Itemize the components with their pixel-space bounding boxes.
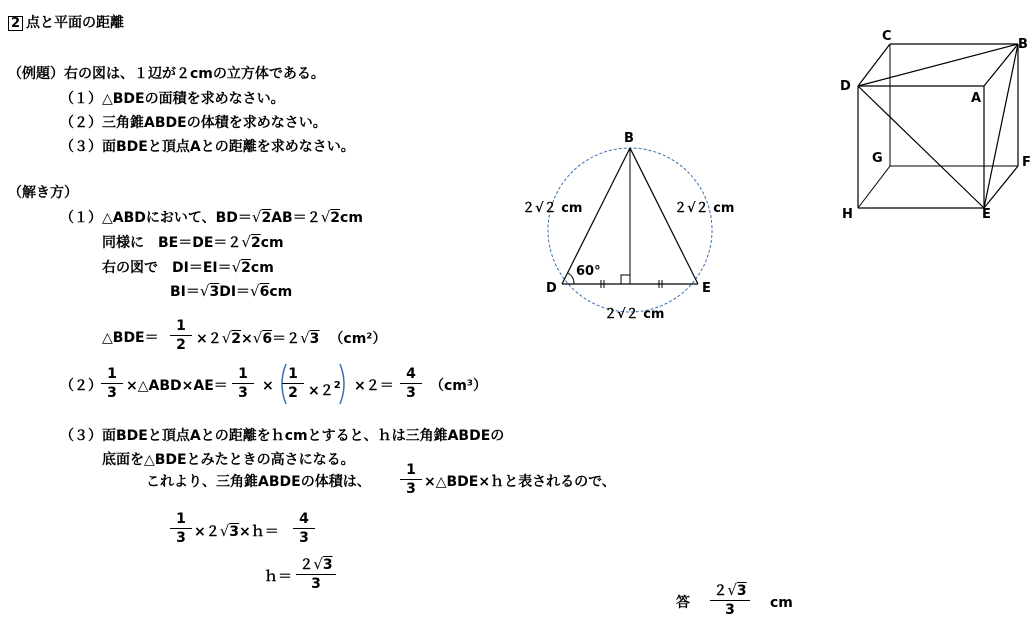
radicand: 2 — [261, 210, 272, 226]
edge-hg — [858, 166, 890, 208]
numerator: 1 — [288, 366, 298, 382]
label-e: E — [982, 207, 991, 222]
label-h: H — [842, 207, 853, 222]
triangle-figure — [500, 120, 740, 330]
label-f: F — [1022, 155, 1031, 170]
answer-fraction — [710, 582, 750, 618]
s2-unit: （cm³） — [430, 378, 488, 394]
root-symbol: √ — [231, 258, 242, 276]
denominator: 3 — [725, 602, 735, 618]
area-mid2: × — [241, 331, 253, 347]
radicand: 3 — [229, 524, 240, 540]
s2-times3: ×２＝ — [354, 378, 394, 394]
eq1-mid2: ×ｈ＝ — [239, 524, 279, 540]
example-lead: （例題）右の図は、１辺が２cmの立方体である。 — [8, 66, 325, 82]
label-b: B — [1018, 37, 1028, 52]
s3-line3-end: ×△BDE×ｈと表されるので、 — [424, 474, 616, 490]
s1-line2-text: 同様に BE＝DE＝２ — [102, 235, 242, 251]
s1-line4-end: cm — [269, 284, 293, 300]
fraction-bar — [710, 600, 750, 601]
fraction-bar — [170, 528, 192, 529]
radicand: 6 — [259, 284, 270, 300]
radicand: 3 — [209, 284, 220, 300]
root-symbol: √ — [241, 233, 251, 251]
radicand: 3 — [736, 583, 747, 599]
side-label-base: ２√２ cm — [604, 307, 665, 322]
side-label-right: ２√２ cm — [674, 201, 735, 216]
diagonal-be — [984, 44, 1018, 208]
edge-ef — [984, 166, 1018, 208]
fraction-bar — [293, 528, 315, 529]
fraction-four-thirds — [400, 366, 422, 401]
denominator: 3 — [176, 530, 186, 546]
label-d: D — [546, 281, 557, 296]
s1-line3-end: cm — [250, 260, 274, 276]
fraction-bar — [170, 335, 192, 336]
solution-heading: （解き方） — [8, 185, 78, 201]
fraction-one-third — [101, 366, 123, 401]
s2-mid: ×△ABD×AE＝ — [126, 378, 228, 394]
fraction-one-half — [282, 366, 304, 401]
fraction-bar — [400, 479, 422, 480]
s1-line1-mid: AB＝２ — [271, 210, 321, 226]
denominator: 3 — [238, 385, 248, 401]
label-g: G — [872, 151, 883, 166]
section-number: 2 — [8, 16, 23, 31]
root-symbol: √ — [313, 555, 323, 573]
denominator: 3 — [107, 385, 117, 401]
s2-label: （２） — [60, 378, 102, 394]
exponent: 2 — [333, 380, 341, 391]
s1-label: （１） — [60, 210, 102, 226]
root-symbol: √ — [727, 581, 737, 599]
denominator: 3 — [311, 576, 321, 592]
numerator: 4 — [299, 511, 309, 527]
s1-line1-end: cm — [340, 210, 363, 226]
eq2-lhs: ｈ＝ — [264, 569, 292, 585]
s3-line1: （３）面BDEと頂点Aとの距離をｈcmとすると、ｈは三角錐ABDEの — [60, 428, 505, 444]
edge-ab — [984, 44, 1018, 86]
root-symbol: √ — [219, 522, 230, 540]
s1-line3-text: 右の図で DI＝EI＝ — [102, 260, 232, 276]
solution-1-line1 — [60, 208, 363, 227]
area-rhs — [196, 329, 386, 348]
numerator: 1 — [107, 366, 117, 382]
label-d: D — [840, 79, 851, 94]
radicand: 3 — [322, 557, 333, 573]
section-title: 点と平面の距離 — [26, 15, 125, 31]
denominator: 2 — [176, 337, 186, 353]
denominator: 3 — [299, 530, 309, 546]
angle-label: 60° — [576, 264, 601, 279]
solution-1-line2 — [102, 233, 284, 252]
cube-figure — [830, 20, 1030, 230]
numerator: 1 — [176, 318, 186, 334]
area-eq: ＝２ — [272, 331, 301, 347]
area-mid: ×２ — [196, 331, 222, 347]
fraction-bar — [400, 383, 422, 384]
s1-line2-end: cm — [260, 235, 284, 251]
denominator: 2 — [288, 385, 298, 401]
s1-line4-mid: DI＝ — [219, 284, 251, 300]
s3-line3: これより、三角錐ABDEの体積は、 — [146, 474, 371, 490]
s1-line1-text: △ABDにおいて、BD＝ — [102, 210, 252, 226]
radicand: 6 — [262, 331, 273, 347]
fraction-one-third — [170, 511, 192, 546]
s3-line2: 底面を△BDEとみたときの高さになる。 — [102, 452, 355, 468]
fraction-one-half — [170, 318, 192, 353]
fraction-two-root3-over-3 — [296, 556, 336, 592]
solution-1-line4 — [170, 282, 292, 301]
coef: ２ — [713, 583, 728, 599]
label-b: B — [624, 131, 634, 146]
fraction-four-thirds — [293, 511, 315, 546]
root-symbol: √ — [221, 329, 232, 347]
s2-times2-text: ×２ — [308, 383, 334, 399]
s1-line4-text: BI＝ — [170, 284, 200, 300]
numerator — [710, 582, 750, 599]
denominator: 3 — [406, 385, 416, 401]
answer-unit: cm — [770, 595, 793, 611]
fraction-bar — [101, 383, 123, 384]
root-symbol: √ — [320, 208, 331, 226]
diagonal-db — [858, 44, 1018, 86]
fraction-bar — [296, 574, 336, 575]
radicand: 3 — [309, 331, 320, 347]
example-q3: （３）面BDEと頂点Aとの距離を求めなさい。 — [60, 139, 355, 155]
solution-1-line3 — [102, 258, 274, 277]
numerator: 1 — [406, 462, 416, 478]
fraction-one-third — [400, 462, 422, 497]
section-header — [8, 14, 124, 32]
radicand: 2 — [231, 331, 242, 347]
root-symbol: √ — [251, 208, 262, 226]
diagonal-de — [858, 86, 984, 208]
example-q2: （２）三角錐ABDEの体積を求めなさい。 — [60, 115, 327, 131]
s2-times: × — [262, 378, 274, 394]
coef: ２ — [299, 557, 314, 573]
radicand: 2 — [330, 210, 341, 226]
side-label-left: ２√２ cm — [522, 201, 583, 216]
root-symbol: √ — [300, 329, 310, 347]
denominator: 3 — [406, 481, 416, 497]
root-symbol: √ — [199, 282, 210, 300]
label-c: C — [882, 29, 892, 44]
numerator: 1 — [238, 366, 248, 382]
radicand: 2 — [250, 235, 261, 251]
label-e: E — [702, 281, 711, 296]
area-unit: （cm²） — [329, 331, 387, 347]
angle-arc — [568, 273, 574, 284]
numerator: 1 — [176, 511, 186, 527]
edge-dc — [858, 44, 890, 86]
right-angle-mark — [621, 275, 630, 284]
answer-label: 答 — [676, 595, 690, 611]
eq1-mid: ×２ — [194, 524, 220, 540]
example-q1: （１）△BDEの面積を求めなさい。 — [60, 91, 285, 107]
s2-times2 — [308, 377, 341, 400]
fraction-one-third — [232, 366, 254, 401]
area-lhs: △BDE＝ — [102, 330, 159, 346]
numerator — [296, 556, 336, 573]
eq1-rhs — [194, 522, 279, 541]
root-symbol: √ — [252, 329, 263, 347]
root-symbol: √ — [250, 282, 260, 300]
radicand: 2 — [241, 260, 251, 276]
numerator: 4 — [406, 366, 416, 382]
fraction-bar — [282, 383, 304, 384]
side-be — [630, 148, 698, 284]
label-a: A — [971, 91, 982, 106]
fraction-bar — [232, 383, 254, 384]
